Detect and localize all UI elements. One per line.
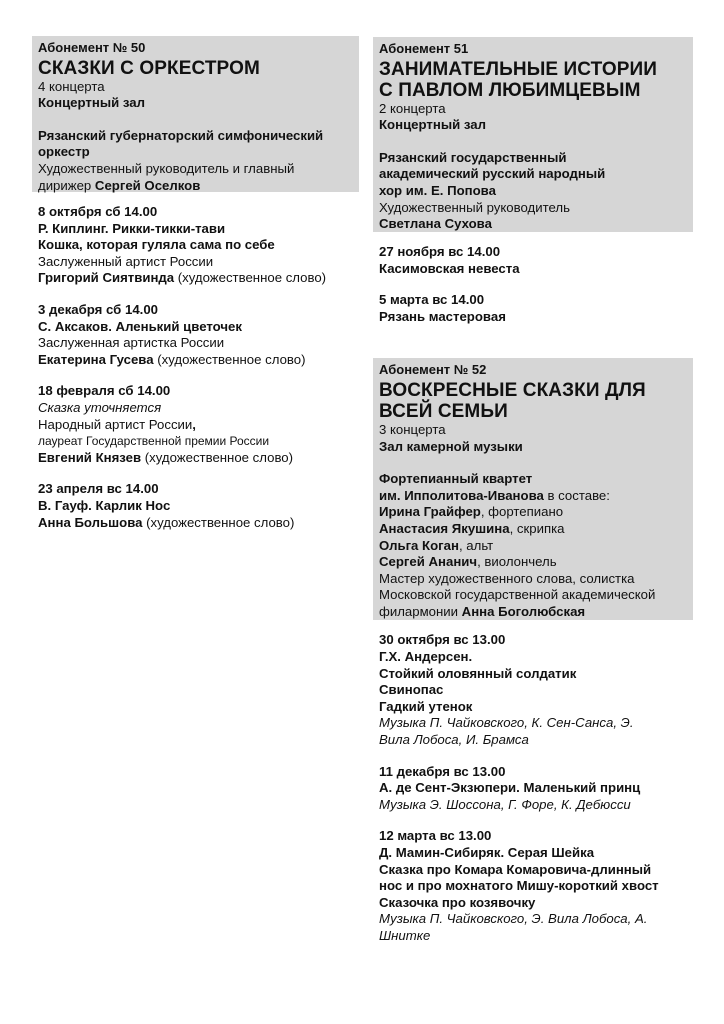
hall-name: Концертный зал: [379, 117, 486, 133]
concert-count: 3 концерта: [379, 421, 446, 437]
subscription-50-header: [32, 36, 359, 192]
subscription-code: Абонемент 51: [379, 41, 469, 56]
performer-cont: хор им. Е. Попова: [379, 182, 496, 198]
event-title: Сказка про Комара Комаровича-длинный: [379, 861, 652, 877]
event-title: нос и про мохнатого Мишу-короткий хвост: [379, 878, 659, 894]
event-date: 12 марта вс 13.00: [379, 828, 492, 844]
reader-name: Анна Боголюбская: [461, 603, 586, 619]
event-title: Д. Мамин-Сибиряк. Серая Шейка: [379, 844, 595, 860]
artist-award: лауреат Государственной премии России: [38, 434, 270, 449]
subscription-52-header: [373, 358, 693, 620]
member: Ирина Грайфер, фортепиано: [379, 504, 564, 520]
event-title: Гадкий утенок: [379, 698, 473, 714]
event: [38, 383, 359, 466]
event: [379, 244, 693, 277]
event: [379, 632, 693, 748]
subscription-code: Абонемент № 50: [38, 40, 146, 55]
artist-name: Евгений Князев: [38, 449, 142, 465]
left-column: [32, 0, 359, 531]
artist-title: Народный артист России,: [38, 416, 196, 432]
event-title: Стойкий оловянный солдатик: [379, 665, 577, 681]
event-title: А. де Сент-Экзюпери. Маленький принц: [379, 780, 641, 796]
event: [379, 828, 693, 944]
event: [379, 764, 693, 814]
reader: Мастер художественного слова, солистка: [379, 570, 635, 586]
subscription-title: СКАЗКИ С ОРКЕСТРОМ: [38, 57, 260, 79]
event: [38, 481, 359, 531]
artist-name: Григорий Сиятвинда: [38, 270, 175, 286]
right-column: [373, 0, 693, 944]
event: [379, 292, 693, 325]
event-title: Г.Х. Андерсен.: [379, 648, 473, 664]
subscription-51-header: [373, 37, 693, 232]
event-title: Сказка уточняется: [38, 399, 162, 415]
ensemble: Фортепианный квартет: [379, 471, 533, 487]
event-date: 3 декабря сб 14.00: [38, 301, 158, 317]
event-title: Р. Киплинг. Рикки-тикки-тави: [38, 220, 226, 236]
event-date: 23 апреля вс 14.00: [38, 481, 159, 497]
event-title: С. Аксаков. Аленький цветочек: [38, 318, 242, 334]
event-music: Музыка Э. Шоссона, Г. Форе, К. Дебюсси: [379, 796, 631, 812]
event-date: 11 декабря вс 13.00: [379, 763, 506, 779]
subscription-code: Абонемент № 52: [379, 362, 487, 378]
role-cont: дирижер Сергей Оселков: [38, 177, 201, 193]
event-title: Рязань мастеровая: [379, 308, 506, 324]
conductor-name: Сергей Оселков: [94, 177, 201, 193]
event-title: Свинопас: [379, 682, 444, 698]
member: Анастасия Якушина, скрипка: [379, 520, 565, 536]
event-music: Музыка П. Чайковского, К. Сен-Санса, Э.: [379, 715, 634, 731]
artist-line: Григорий Сиятвинда (художественное слово): [38, 270, 327, 286]
role: Художественный руководитель: [379, 199, 570, 215]
artist-line: Евгений Князев (художественное слово): [38, 449, 294, 465]
ensemble-cont: им. Ипполитова-Иванова в составе:: [379, 487, 610, 503]
event-date: 5 марта вс 14.00: [379, 292, 485, 308]
artist-line: Анна Большова (художественное слово): [38, 514, 295, 530]
performer-cont: оркестр: [38, 144, 90, 160]
event: [38, 204, 359, 287]
subscription-title-cont: ВСЕЙ СЕМЬИ: [379, 400, 508, 422]
artist-name: Екатерина Гусева: [38, 351, 154, 367]
member: Ольга Коган, альт: [379, 537, 494, 553]
performer-cont: академический русский народный: [379, 166, 606, 182]
subscription-title: ЗАНИМАТЕЛЬНЫЕ ИСТОРИИ: [379, 58, 658, 80]
event-date: 30 октября вс 13.00: [379, 632, 506, 648]
director-name: Светлана Сухова: [379, 216, 492, 232]
concert-count: 4 концерта: [38, 78, 105, 94]
performer: Рязанский губернаторский симфонический: [38, 127, 324, 143]
reader-cont: филармонии Анна Боголюбская: [379, 603, 586, 619]
artist-title: Заслуженная артистка России: [38, 335, 225, 351]
event-title: В. Гауф. Карлик Нос: [38, 497, 171, 513]
event-title: Сказочка про козявочку: [379, 894, 536, 910]
subscription-title-cont: С ПАВЛОМ ЛЮБИМЦЕВЫМ: [379, 79, 641, 101]
event-date: 8 октября сб 14.00: [38, 204, 158, 219]
concert-count: 2 концерта: [379, 100, 446, 116]
hall-name: Концертный зал: [38, 95, 145, 111]
artist-line: Екатерина Гусева (художественное слово): [38, 351, 306, 367]
hall-name: Зал камерной музыки: [379, 438, 523, 454]
event-date: 27 ноября вс 14.00: [379, 244, 501, 259]
artist-title: Заслуженный артист России: [38, 253, 214, 269]
event-music: Вила Лобоса, И. Брамса: [379, 731, 529, 747]
artist-name: Анна Большова: [38, 514, 143, 530]
event-date: 18 февраля сб 14.00: [38, 383, 171, 399]
reader-cont: Московской государственной академической: [379, 587, 656, 603]
event-music: Музыка П. Чайковского, Э. Вила Лобоса, А.: [379, 911, 648, 927]
subscription-title: ВОСКРЕСНЫЕ СКАЗКИ ДЛЯ: [379, 379, 646, 401]
role: Художественный руководитель и главный: [38, 160, 295, 176]
event-title: Кошка, которая гуляла сама по себе: [38, 237, 275, 253]
event-music: Шнитке: [379, 927, 431, 943]
performer: Рязанский государственный: [379, 149, 567, 165]
event: [38, 302, 359, 368]
event-title: Касимовская невеста: [379, 260, 520, 276]
member: Сергей Ананич, виолончель: [379, 554, 557, 570]
